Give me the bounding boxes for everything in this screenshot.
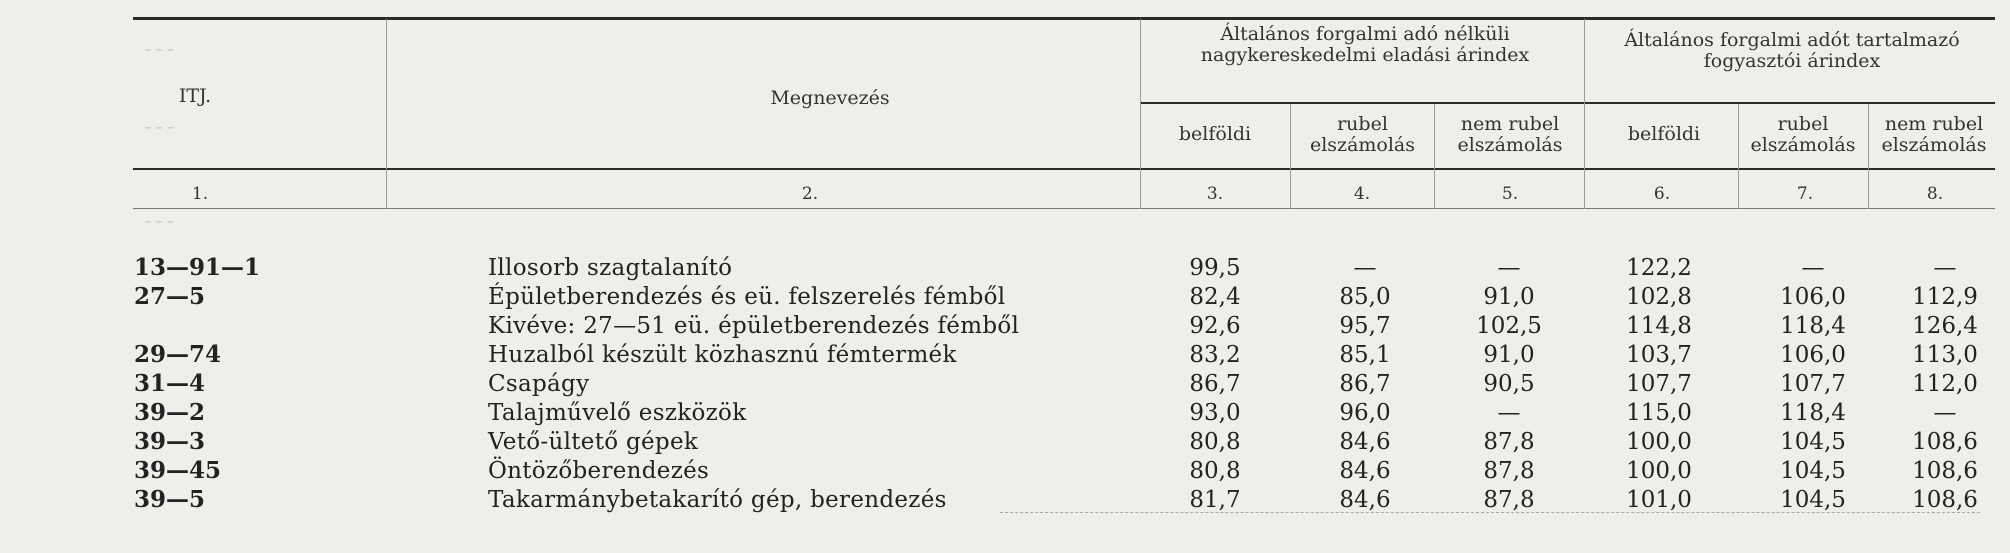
divider-name: [1140, 19, 1141, 209]
row-col4: 96,0: [1339, 400, 1391, 426]
row-col7: 104,5: [1780, 458, 1846, 484]
divider-itj: [386, 19, 387, 209]
row-name: Illosorb szagtalanító: [488, 255, 733, 281]
row-col7: 118,4: [1780, 400, 1846, 426]
divider-col6: [1738, 104, 1739, 209]
colnum-8: 8.: [1926, 184, 1944, 204]
row-col4: 95,7: [1339, 313, 1391, 339]
row-name: Huzalból készült közhasznú fémtermék: [488, 342, 957, 368]
row-name: Csapágy: [488, 371, 590, 397]
row-col4: 85,0: [1339, 284, 1391, 310]
colnum-1: 1.: [191, 184, 209, 204]
row-col8: 112,0: [1912, 371, 1978, 397]
row-col3: 82,4: [1189, 284, 1241, 310]
row-col5: —: [1497, 255, 1521, 281]
table-row: [0, 457, 2010, 485]
divider-col4: [1434, 104, 1435, 209]
row-col7: 104,5: [1780, 429, 1846, 455]
row-col4: 86,7: [1339, 371, 1391, 397]
top-rule: [133, 17, 1995, 20]
divider-group: [1584, 19, 1585, 209]
row-col8: 108,6: [1912, 458, 1978, 484]
row-col6: 122,2: [1626, 255, 1692, 281]
row-col4: —: [1353, 255, 1377, 281]
row-col6: 103,7: [1626, 342, 1692, 368]
row-name: Takarmánybetakarító gép, berendezés: [488, 487, 947, 513]
row-col8: 108,6: [1912, 487, 1978, 513]
row-itj: 39—3: [134, 428, 206, 455]
column-number-rule: [133, 208, 1995, 209]
row-col6: 102,8: [1626, 284, 1692, 310]
row-col4: 84,6: [1339, 487, 1391, 513]
subheader-rubel-a: rubel elszámolás: [1309, 113, 1416, 156]
table-row: [0, 370, 2010, 398]
colnum-6: 6.: [1653, 184, 1671, 204]
row-name: Öntözőberendezés: [488, 458, 710, 484]
row-col5: 87,8: [1483, 429, 1535, 455]
dotted-leader: [1000, 512, 1980, 513]
row-col8: 113,0: [1912, 342, 1978, 368]
bleed-through-mark: ¯¯¯: [142, 46, 177, 68]
subheader-belfoldi-b: belföldi: [1627, 123, 1701, 145]
table-row: [0, 283, 2010, 311]
row-col8: 126,4: [1912, 313, 1978, 339]
divider-col3: [1290, 104, 1291, 209]
row-col3: 81,7: [1189, 487, 1241, 513]
row-col5: 91,0: [1483, 342, 1535, 368]
colnum-5: 5.: [1501, 184, 1519, 204]
row-col6: 100,0: [1626, 458, 1692, 484]
row-itj: 39—5: [134, 486, 206, 513]
row-col4: 84,6: [1339, 458, 1391, 484]
row-col4: 85,1: [1339, 342, 1391, 368]
colnum-3: 3.: [1206, 184, 1224, 204]
row-col3: 93,0: [1189, 400, 1241, 426]
row-col7: 106,0: [1780, 342, 1846, 368]
row-itj: 27—5: [134, 283, 206, 310]
header-group-b: Általános forgalmi adót tartalmazó fogyasztói árindex: [1624, 29, 1960, 72]
header-group-a: Általános forgalmi adó nélküli nagykereskedelmi eladási árindex: [1200, 23, 1530, 66]
row-name: Kivéve: 27—51 eü. épületberendezés fémből: [488, 313, 1020, 339]
row-itj: 13—91—1: [134, 254, 261, 281]
header-megnevezes: Megnevezés: [770, 87, 890, 109]
row-col4: 84,6: [1339, 429, 1391, 455]
table-row: [0, 486, 2010, 514]
row-col3: 99,5: [1189, 255, 1241, 281]
table-row: [0, 399, 2010, 427]
bleed-through-mark: ¯¯¯: [142, 124, 177, 146]
row-col3: 92,6: [1189, 313, 1241, 339]
colnum-2: 2.: [801, 184, 819, 204]
subheader-rubel-b: rubel elszámolás: [1750, 113, 1856, 156]
row-col6: 114,8: [1626, 313, 1692, 339]
row-col5: 90,5: [1483, 371, 1535, 397]
row-col5: 87,8: [1483, 487, 1535, 513]
row-col3: 86,7: [1189, 371, 1241, 397]
row-col6: 107,7: [1626, 371, 1692, 397]
bleed-through-mark: ¯¯¯: [142, 218, 177, 240]
row-col7: 104,5: [1780, 487, 1846, 513]
row-col7: 118,4: [1780, 313, 1846, 339]
table-row: [0, 254, 2010, 282]
row-col7: 106,0: [1780, 284, 1846, 310]
header-itj: ITJ.: [178, 85, 212, 107]
colnum-4: 4.: [1353, 184, 1371, 204]
subheader-nem-rubel-a: nem rubel elszámolás: [1457, 113, 1563, 156]
row-col8: 108,6: [1912, 429, 1978, 455]
row-col5: 102,5: [1476, 313, 1542, 339]
row-col3: 80,8: [1189, 429, 1241, 455]
row-itj: 39—2: [134, 399, 206, 426]
group-header-rule: [1140, 102, 1995, 104]
row-itj: 39—45: [134, 457, 222, 484]
subheader-nem-rubel-b: nem rubel elszámolás: [1881, 113, 1987, 156]
row-col6: 101,0: [1626, 487, 1692, 513]
colnum-7: 7.: [1796, 184, 1814, 204]
row-col8: —: [1933, 255, 1957, 281]
row-name: Épületberendezés és eü. felszerelés fémből: [488, 284, 1006, 310]
row-col7: —: [1801, 255, 1825, 281]
row-col6: 115,0: [1626, 400, 1692, 426]
row-col7: 107,7: [1780, 371, 1846, 397]
subheader-rule: [133, 168, 1995, 170]
table-row: [0, 341, 2010, 369]
table-row: [0, 312, 2010, 340]
row-col5: —: [1497, 400, 1521, 426]
row-col5: 91,0: [1483, 284, 1535, 310]
row-col6: 100,0: [1626, 429, 1692, 455]
row-col3: 80,8: [1189, 458, 1241, 484]
row-col8: 112,9: [1912, 284, 1978, 310]
row-itj: 31—4: [134, 370, 206, 397]
row-col5: 87,8: [1483, 458, 1535, 484]
subheader-belfoldi-a: belföldi: [1178, 123, 1252, 145]
row-name: Talajművelő eszközök: [488, 400, 747, 426]
row-col3: 83,2: [1189, 342, 1241, 368]
row-name: Vető-ültető gépek: [488, 429, 699, 455]
table-row: [0, 428, 2010, 456]
row-itj: 29—74: [134, 341, 222, 368]
row-col8: —: [1933, 400, 1957, 426]
